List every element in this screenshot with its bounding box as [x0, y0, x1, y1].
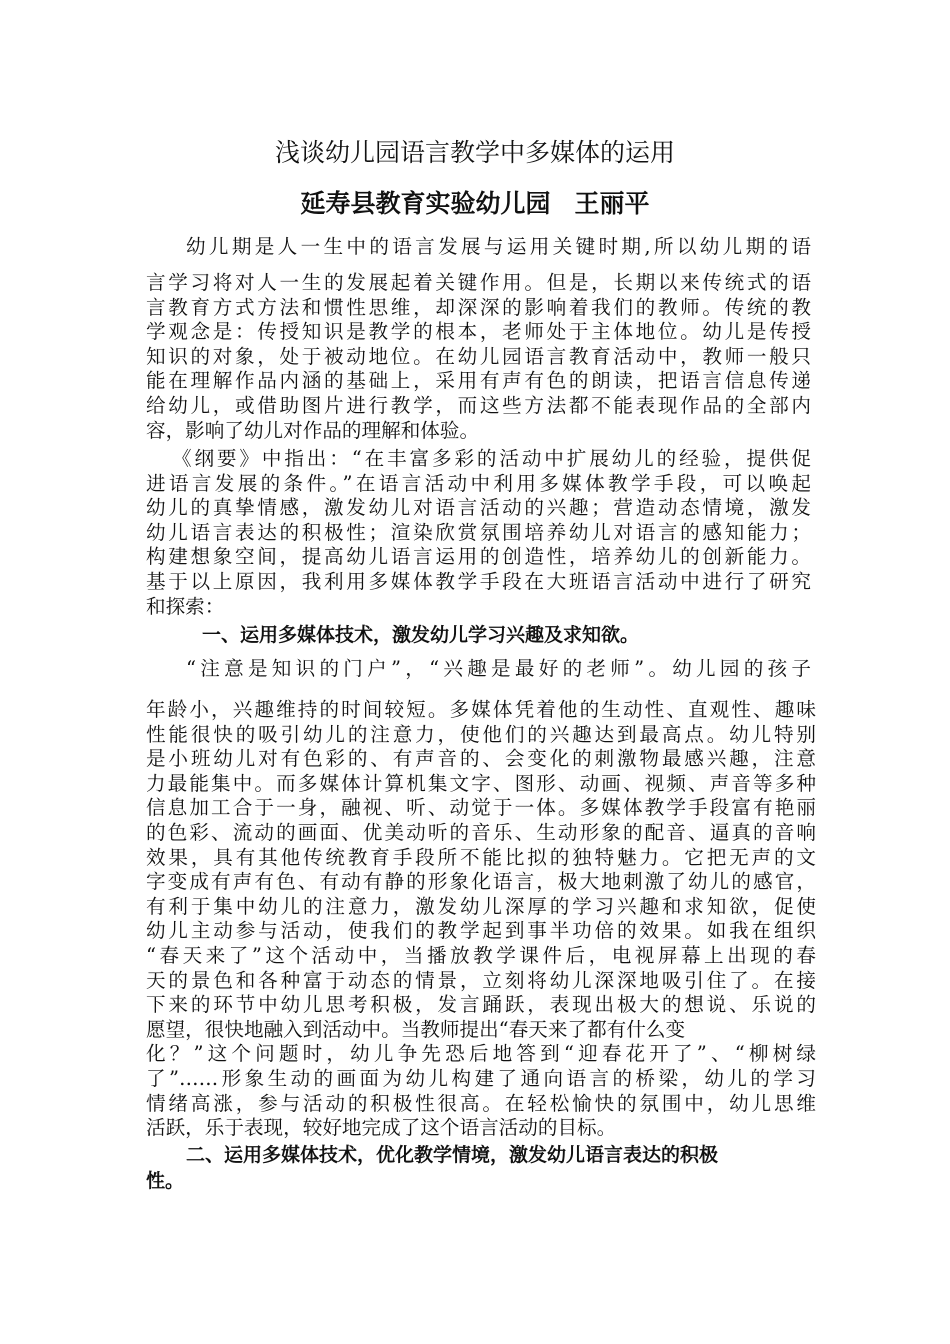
- text-line: 有利于集中幼儿的注意力，激发幼儿深厚的学习兴趣和求知欲，促使: [146, 894, 816, 918]
- text-line: 下来的环节中幼儿思考积极，发言踊跃，表现出极大的想说、乐说的: [146, 993, 816, 1017]
- paragraph-2: [146, 447, 811, 619]
- document-title: 浅谈幼儿园语言教学中多媒体的运用: [274, 138, 675, 167]
- text-line: 构建想象空间，提高幼儿语言运用的创造性，培养幼儿的创新能力。: [146, 545, 811, 569]
- text-line: 活跃，乐于表现，较好地完成了这个语言活动的目标。: [146, 1116, 617, 1140]
- text-line: 年龄小，兴趣维持的时间较短。多媒体凭着他的生动性、直观性、趣味: [146, 698, 816, 721]
- text-line: 信息加工合于一身，融视、听、动觉于一体。多媒体教学手段富有艳丽: [146, 796, 816, 820]
- text-line: 容，影响了幼儿对作品的理解和体验。: [146, 418, 480, 442]
- text-line: 幼儿的真挚情感，激发幼儿对语言活动的兴趣；营造动态情境，激发: [146, 496, 811, 520]
- text-line: 学观念是：传授知识是教学的根本，老师处于主体地位。幼儿是传授: [146, 320, 811, 344]
- text-line: 知识的对象，处于被动地位。在幼儿园语言教育活动中，教师一般只: [146, 344, 811, 368]
- text-line: 情绪高涨，参与活动的积极性很高。在轻松愉快的氛围中，幼儿思维: [146, 1091, 816, 1115]
- text-line: 幼儿主动参与活动，使我们的教学起到事半功倍的效果。如我在组织: [146, 919, 816, 943]
- paragraph-3-first-line: [146, 657, 811, 682]
- text-line: 愿望，很快地融入到活动中。当教师提出“春天来了都有什么变: [146, 1017, 686, 1041]
- author-line: [0, 184, 950, 220]
- text-line: 字变成有声有色、有动有静的形象化语言，极大地刺激了幼儿的感官，: [146, 870, 816, 894]
- text-line: 言教育方式方法和惯性思维，却深深的影响着我们的教师。传统的教: [146, 295, 811, 319]
- text-line: 力最能集中。而多媒体计算机集文字、图形、动画、视频、声音等多种: [146, 771, 816, 795]
- text-line: 了”……形象生动的画面为幼儿构建了通向语言的桥梁，幼儿的学习: [146, 1066, 816, 1090]
- text-line: 基于以上原因，我利用多媒体教学手段在大班语言活动中进行了研究: [146, 569, 811, 593]
- text-line: 和探索：: [146, 594, 225, 618]
- text-line: 《纲要》中指出：“在丰富多彩的活动中扩展幼儿的经验，提供促: [172, 447, 811, 470]
- paragraph-1-first-line: [146, 235, 811, 260]
- text-line: 能在理解作品内涵的基础上，采用有声有色的朗读，把语言信息传递: [146, 369, 811, 393]
- text-line: 的色彩、流动的画面、优美动听的音乐、生动形象的配音、逼真的音响: [146, 820, 816, 844]
- text-line: 效果，具有其他传统教育手段所不能比拟的独特魅力。它把无声的文: [146, 845, 816, 869]
- section-heading-1: 一、运用多媒体技术，激发幼儿学习兴趣及求知欲。: [202, 624, 640, 646]
- text-line: 天的景色和各种富于动态的情景，立刻将幼儿深深地吸引住了。在接: [146, 968, 816, 992]
- text-line: “春天来了”这个活动中，当播放教学课件后，电视屏幕上出现的春: [146, 943, 816, 967]
- text-line: “注意是知识的门户”，“兴趣是最好的老师”。幼儿园的孩子: [186, 657, 811, 680]
- section-heading-2-continued: 性。: [146, 1170, 185, 1192]
- text-line: 给幼儿，或借助图片进行教学，而这些方法都不能表现作品的全部内: [146, 393, 811, 417]
- author-org: 延寿县教育实验幼儿园: [300, 189, 551, 218]
- text-line: 言学习将对人一生的发展起着关键作用。但是，长期以来传统式的语: [146, 271, 811, 294]
- text-line: 性能很快的吸引幼儿的注意力，使他们的兴趣达到最高点。幼儿特别: [146, 722, 816, 746]
- text-line: 幼儿语言表达的积极性；渲染欣赏氛围培养幼儿对语言的感知能力；: [146, 520, 811, 544]
- paragraph-1: [146, 271, 811, 443]
- paragraph-3: [146, 698, 816, 1141]
- text-line: 化？”这个问题时，幼儿争先恐后地答到“迎春花开了”、“柳树绿: [146, 1042, 816, 1066]
- text-line: 幼儿期是人一生中的语言发展与运用关键时期,所以幼儿期的语: [186, 235, 811, 258]
- section-heading-2: 二、运用多媒体技术，优化教学情境，激发幼儿语言表达的积极: [186, 1144, 719, 1166]
- text-line: 是小班幼儿对有色彩的、有声音的、会变化的刺激物最感兴趣，注意: [146, 747, 816, 771]
- author-name: 王丽平: [574, 189, 650, 218]
- text-line: 进语言发展的条件。”在语言活动中利用多媒体教学手段，可以唤起: [146, 471, 811, 495]
